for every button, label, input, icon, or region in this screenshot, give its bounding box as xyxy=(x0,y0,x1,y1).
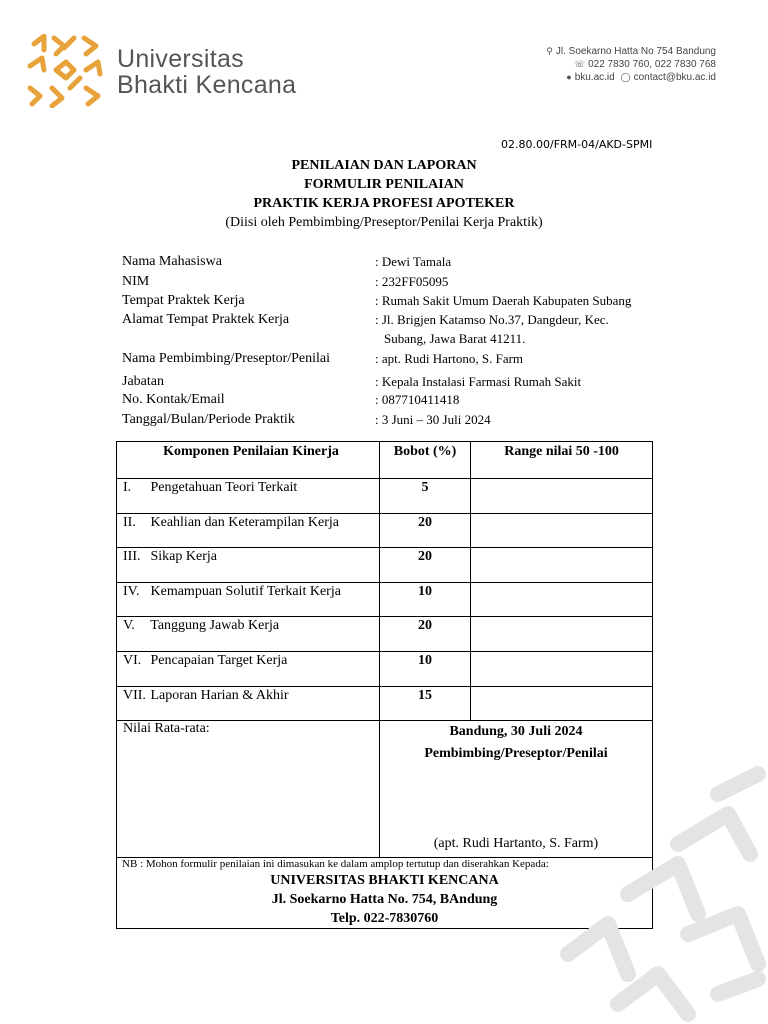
info-label-nim: NIM xyxy=(122,274,150,289)
info-label-position: Jabatan xyxy=(122,374,164,389)
university-logo-icon xyxy=(26,34,104,108)
row-score-cell[interactable] xyxy=(471,617,653,652)
info-label-address: Alamat Tempat Praktek Kerja xyxy=(122,312,290,327)
header-weight: Bobot (%) xyxy=(379,442,470,479)
row-weight: 5 xyxy=(379,479,470,514)
row-weight: 20 xyxy=(379,513,470,548)
contact-web: bku.ac.id xyxy=(574,72,615,83)
row-label: Kemampuan Solutif Terkait Kerja xyxy=(150,583,341,599)
table-row xyxy=(117,479,653,514)
row-number: III. xyxy=(123,549,141,565)
table-row xyxy=(117,686,653,721)
row-score-cell[interactable] xyxy=(471,582,653,617)
logo-line-1: Universitas xyxy=(117,45,244,73)
info-label-name: Nama Mahasiswa xyxy=(122,254,222,269)
info-value-supervisor: : apt. Rudi Hartono, S. Farm xyxy=(375,351,524,366)
web-icon: ● xyxy=(566,72,572,82)
watermark-logo-icon xyxy=(488,764,768,1024)
info-value-address: : Jl. Brigjen Katamso No.37, Dangdeur, Kec. xyxy=(375,312,609,327)
row-score-cell[interactable] xyxy=(471,513,653,548)
info-value-address-line2: Subang, Jawa Barat 41211. xyxy=(384,331,526,346)
header-component: Komponen Penilaian Kinerja xyxy=(117,442,380,479)
sign-place-date: Bandung, 30 Juli 2024 xyxy=(449,724,583,740)
table-row xyxy=(117,582,653,617)
row-score-cell[interactable] xyxy=(471,479,653,514)
average-label: Nilai Rata-rata: xyxy=(117,721,380,858)
row-weight: 20 xyxy=(379,548,470,583)
nb-note: NB : Mohon formulir penilaian ini dimasukan ke dalam amplop tertutup dan diserahkan Kepada: xyxy=(122,858,549,871)
location-icon: ⚲ xyxy=(546,46,553,56)
info-value-nim: : 232FF05095 xyxy=(375,274,449,289)
title-line-3: PRAKTIK KERJA PROFESI APOTEKER xyxy=(253,196,515,211)
table-row xyxy=(117,617,653,652)
logo-line-2: Bhakti Kencana xyxy=(117,71,297,99)
contact-block xyxy=(543,45,716,84)
sign-name: (apt. Rudi Hartanto, S. Farm) xyxy=(433,836,599,852)
row-score-cell[interactable] xyxy=(471,548,653,583)
info-value-contact: : 087710411418 xyxy=(375,392,460,407)
info-label-period: Tanggal/Bulan/Periode Praktik xyxy=(122,412,295,427)
row-score-cell[interactable] xyxy=(471,686,653,721)
info-label-supervisor: Nama Pembimbing/Preseptor/Penilai xyxy=(122,351,331,366)
info-label-place: Tempat Praktek Kerja xyxy=(122,293,245,308)
info-value-name: : Dewi Tamala xyxy=(375,254,452,269)
row-number: II. xyxy=(123,514,136,530)
row-number: IV. xyxy=(123,583,140,599)
nb-address: Jl. Soekarno Hatta No. 754, BAndung xyxy=(271,892,498,908)
phone-icon: ☏ xyxy=(573,59,586,69)
contact-phone: 022 7830 760, 022 7830 768 xyxy=(588,59,716,70)
table-row xyxy=(117,651,653,686)
header-range: Range nilai 50 -100 xyxy=(471,442,653,479)
email-icon: ◯ xyxy=(620,72,631,82)
nb-university: UNIVERSITAS BHAKTI KENCANA xyxy=(270,873,499,889)
info-value-period: : 3 Juni – 30 Juli 2024 xyxy=(375,412,491,427)
sign-role: Pembimbing/Preseptor/Penilai xyxy=(424,746,608,762)
table-row xyxy=(117,548,653,583)
title-line-2: FORMULIR PENILAIAN xyxy=(304,177,464,192)
row-number: V. xyxy=(123,618,135,634)
row-weight: 10 xyxy=(379,651,470,686)
row-weight: 10 xyxy=(379,582,470,617)
row-label: Tanggung Jawab Kerja xyxy=(150,618,280,634)
row-number: VII. xyxy=(123,687,146,703)
form-titles xyxy=(0,156,768,233)
university-logo-text xyxy=(117,46,296,98)
info-value-position: : Kepala Instalasi Farmasi Rumah Sakit xyxy=(375,374,582,389)
title-line-1: PENILAIAN DAN LAPORAN xyxy=(291,158,477,173)
info-value-place: : Rumah Sakit Umum Daerah Kabupaten Subang xyxy=(375,293,632,308)
table-header-row xyxy=(117,442,653,479)
row-weight: 15 xyxy=(379,686,470,721)
row-score-cell[interactable] xyxy=(471,651,653,686)
title-subtitle: (Diisi oleh Pembimbing/Preseptor/Penilai Kerja Praktik) xyxy=(225,215,543,230)
row-number: I. xyxy=(123,480,132,495)
row-label: Laporan Harian & Akhir xyxy=(150,687,289,703)
row-label: Keahlian dan Keterampilan Kerja xyxy=(150,514,340,530)
contact-email: contact@bku.ac.id xyxy=(633,72,716,83)
contact-address: Jl. Soekarno Hatta No 754 Bandung xyxy=(555,46,716,57)
document-code: 02.80.00/FRM-04/AKD-SPMI xyxy=(501,138,653,151)
info-label-contact: No. Kontak/Email xyxy=(122,392,225,407)
table-row xyxy=(117,513,653,548)
row-label: Pengetahuan Teori Terkait xyxy=(150,480,298,495)
row-label: Pencapaian Target Kerja xyxy=(150,652,288,668)
nb-phone: Telp. 022-7830760 xyxy=(330,911,439,927)
row-weight: 20 xyxy=(379,617,470,652)
row-number: VI. xyxy=(123,652,142,668)
row-label: Sikap Kerja xyxy=(150,549,217,565)
